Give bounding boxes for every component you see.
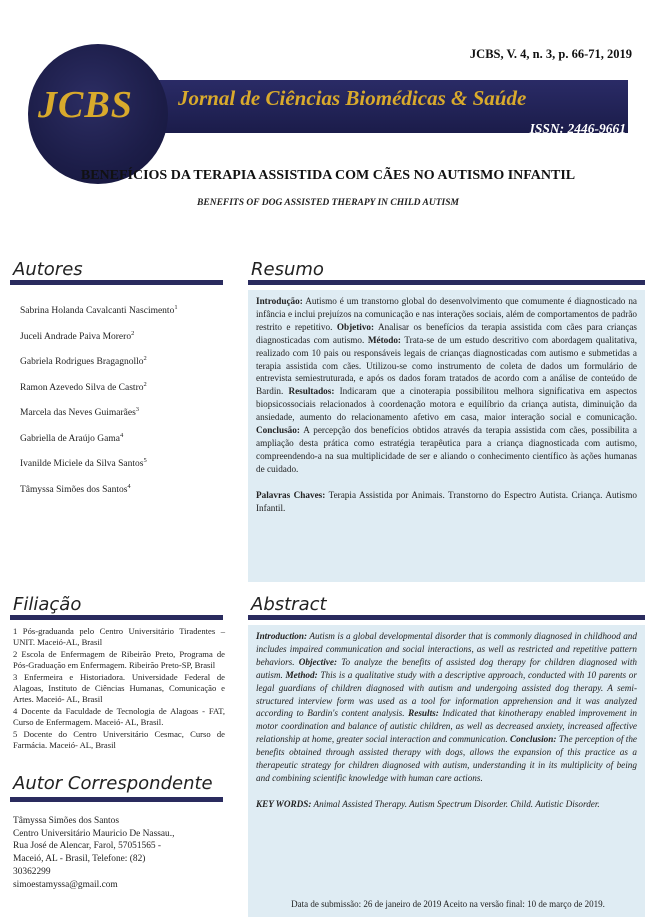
author-item: Marcela das Neves Guimarães$^3$ bbox=[20, 406, 140, 419]
authors-list bbox=[20, 297, 220, 502]
filiacao-item: 5 Docente do Centro Universitário Cesmac, Curso de Farmácia. Maceió- AL, Brasil bbox=[13, 728, 225, 751]
resumo-body: Introdução: Autismo é um transtorno global do desenvolvimento que comumente é diagnosticado na infância e inclui prejuízos na comunicação e nas interações sociais, além de comportamentos de padrão restrito e repetitivo. Objetivo: Analisar os benefícios da terapia assistida com cães para crianças diagnosticadas com autismo. Método: Trata-se de um estudo descritivo com abordagem qualitativa, realizado com 10 pais ou responsáveis legais de crianças diagnosticadas com autismo e submetidas a terapia assistida com cães. Utilizou-se como instrumento de coleta de dados um formulário de entrevista semiestruturada, e após os dados foram tratados de acordo com a análise de conteúdo de Bardin. Resultados: Indicaram que a cinoterapia possibilitou melhora significativa em aspectos biopsicossociais relacionados à coordenação motora e equilíbrio da criança autista, diminuição da ansiedade, aumento do relacionamento afetivo em casa, maior interação social e comunicação. Conclusão: A percepção dos benefícios obtidos através da terapia assistida com cães, possibilita a ampliação desta prática como estratégia terapêutica para a criança diagnosticada com autismo, compreendendo-a na sua multiplicidade de ser e aliando o conhecimento científico às ações humanas de cuidado. bbox=[256, 296, 637, 474]
article-title-en: BENEFITS OF DOG ASSISTED THERAPY IN CHILD AUTISM bbox=[197, 198, 459, 208]
logo-text: JCBS bbox=[38, 84, 133, 126]
author-item: Sabrina Holanda Cavalcanti Nascimento$^1$ bbox=[20, 304, 178, 317]
correspondent-info bbox=[13, 815, 225, 891]
author-item: Tâmyssa Simões dos Santos$^4$ bbox=[20, 482, 131, 496]
resumo-heading: Resumo bbox=[251, 259, 324, 280]
submission-dates: Data de submissão: 26 de janeiro de 2019 Aceito na versão final: 10 de março de 2019. bbox=[291, 899, 605, 909]
correspondent-address: Maceió, AL - Brasil, Telefone: (82) bbox=[13, 854, 146, 865]
filiacao-item: 2 Escola de Enfermagem de Ribeirão Preto, Programa de Pós-Graduação em Enfermagem. Ribeirão Preto-SP, Brasil bbox=[13, 648, 225, 671]
filiacao-heading: Filiação bbox=[13, 594, 82, 615]
correspondent-address: Rua José de Alencar, Farol, 57051565 - bbox=[13, 841, 162, 852]
correspondent-phone: 30362299 bbox=[13, 866, 51, 877]
filiacao-heading-bar bbox=[10, 615, 223, 620]
resumo-box bbox=[248, 290, 645, 582]
author-item: Ramon Azevedo Silva de Castro$^2$ bbox=[20, 380, 147, 393]
correspondent-address: Centro Universitário Mauricio De Nassau., bbox=[13, 828, 175, 839]
resumo-heading-bar bbox=[248, 280, 645, 285]
correspondent-heading-bar bbox=[10, 797, 223, 802]
correspondent-email[interactable]: simoestamyssa@gmail.com bbox=[13, 879, 118, 890]
issn: ISSN: 2446-9661 bbox=[529, 121, 626, 136]
correspondent-heading: Autor Correspondente bbox=[13, 773, 213, 794]
author-item: Ivanilde Miciele da Silva Santos$^5$ bbox=[20, 457, 147, 470]
author-item: Gabriela Rodrigues Bragagnollo$^2$ bbox=[20, 355, 147, 368]
authors-heading-bar bbox=[10, 280, 223, 285]
authors-heading: Autores bbox=[13, 259, 83, 280]
citation: JCBS, V. 4, n. 3, p. 66-71, 2019 bbox=[469, 47, 632, 61]
journal-title: Jornal de Ciências Biomédicas & Saúde bbox=[178, 86, 527, 110]
filiacao-item: 1 Pós-graduanda pelo Centro Universitário Tiradentes – UNIT. Maceió-AL, Brasil bbox=[13, 626, 225, 648]
author-item: Gabriella de Araújo Gama$^4$ bbox=[20, 431, 124, 444]
filiacao-item: 3 Enfermeira e Historiadora. Universidade Federal de Alagoas, Instituto de Ciências Humanas, Comunicação e Artes. Maceió- AL, Brasil bbox=[13, 671, 225, 705]
abstract-body: Introduction: Autism is a global developmental disorder that is commonly diagnosed in childhood and includes impaired communication and social interactions, as well as restricted and repetitive pattern behaviors. Objective: To analyze the benefits of assisted dog therapy for children diagnosed with autism. Method: This is a qualitative study with a descriptive approach, conducted with 10 parents or legal guardians of children diagnosed with autism and undergoing assisted dog therapy. A semi-structured interview form was used as a tool for information apprehension and it was analyzed according to Bardin's content analysis. Results: Indicated that kinotherapy enabled improvement in motor coordination and balance of autistic children, as well as decreased anxiety, increased affective relationship at home, greater social interaction and communication. Conclusion: The perception of the benefits obtained through assisted therapy with dogs, allows the expansion of this practice as a therapeutic strategy for children diagnosed with autism, understanding it in its multiplicity of being and combining scientific knowledge with human care actions. bbox=[256, 631, 637, 783]
filiacao-item: 4 Docente da Faculdade de Tecnologia de Alagoas - FAT, Curso de Enfermagem. Maceió- AL, Brasil. bbox=[13, 705, 225, 728]
resumo-keywords: Palavras Chaves: Terapia Assistida por Animais. Transtorno do Espectro Autista. Criança. Autismo Infantil. bbox=[256, 489, 637, 513]
article-title-pt: BENEFÍCIOS DA TERAPIA ASSISTIDA COM CÃES NO AUTISMO INFANTIL bbox=[80, 168, 576, 183]
filiacao-list bbox=[13, 626, 225, 751]
correspondent-name: Tâmyssa Simões dos Santos bbox=[13, 816, 119, 826]
abstract-heading: Abstract bbox=[251, 594, 327, 615]
abstract-heading-bar bbox=[248, 615, 645, 620]
author-item: Juceli Andrade Paiva Morero$^2$ bbox=[20, 329, 135, 342]
abstract-keywords: KEY WORDS: Animal Assisted Therapy. Autism Spectrum Disorder. Child. Autistic Disorder. bbox=[256, 798, 600, 809]
abstract-box bbox=[248, 625, 645, 917]
